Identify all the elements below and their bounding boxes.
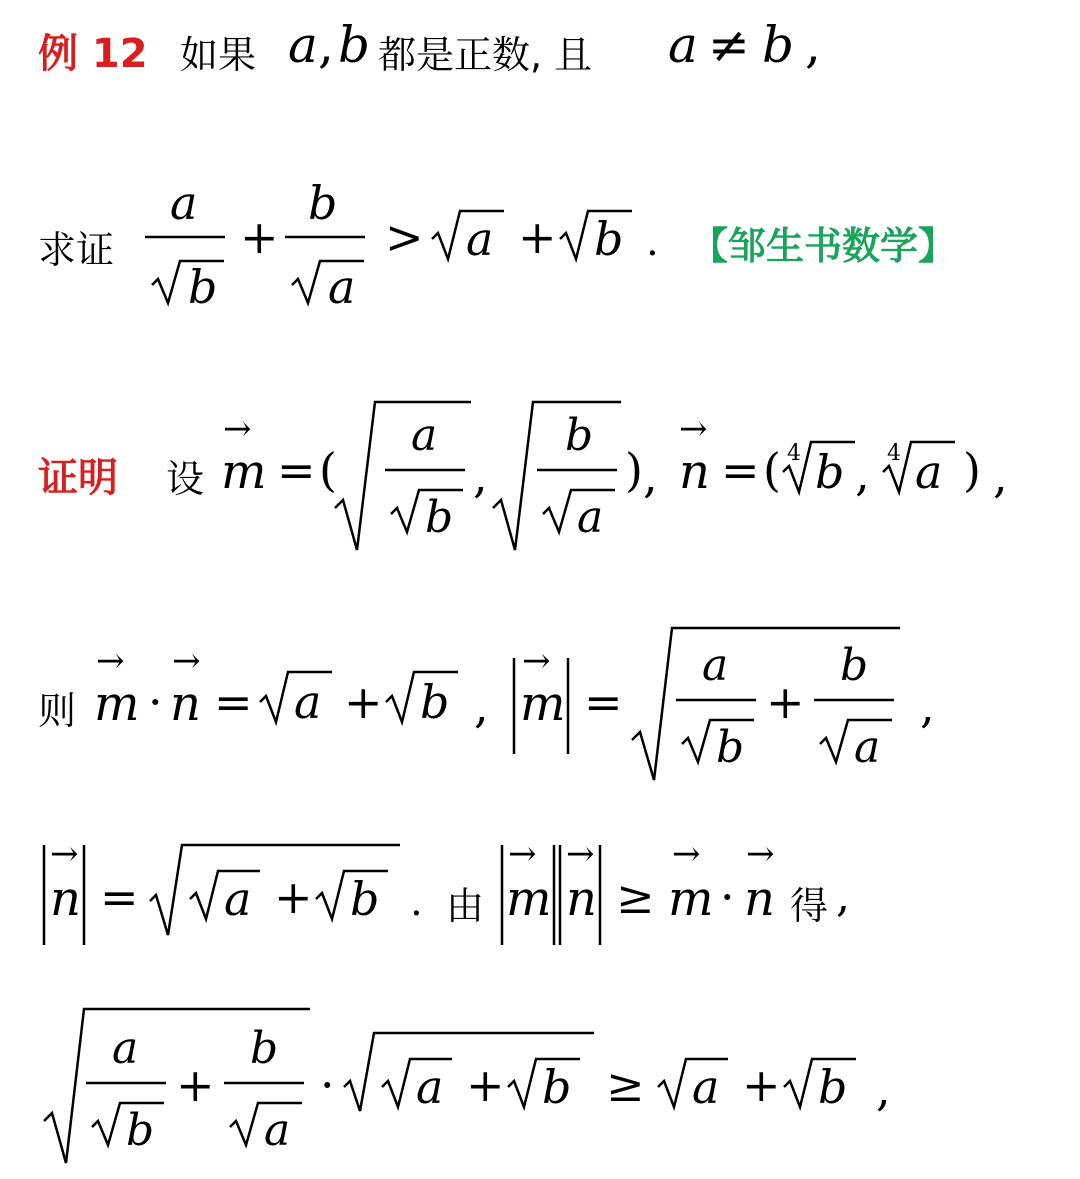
vec-n: n	[50, 871, 81, 927]
plus: +	[274, 870, 313, 924]
proof-set-line	[0, 390, 1080, 560]
brand-label: 【邹生书数学】	[690, 224, 957, 268]
eq: =	[584, 675, 623, 729]
num-b: b	[250, 1023, 279, 1074]
vec-n: n	[566, 871, 597, 927]
rad-a: a	[915, 445, 943, 499]
num-b: b	[565, 410, 594, 461]
arrow: →	[746, 834, 775, 874]
get-word: 得	[790, 884, 829, 928]
comma: ,	[876, 1062, 891, 1116]
var-b: b	[762, 16, 795, 74]
rad-b: b	[818, 1060, 848, 1114]
gt-sign: >	[385, 210, 424, 264]
proof-result-line	[0, 1005, 1080, 1175]
then-word: 则	[38, 689, 77, 733]
rad-b: b	[350, 872, 380, 926]
rad-a: a	[416, 1060, 444, 1114]
comma: ,	[920, 679, 935, 733]
vec-m: m	[668, 871, 714, 927]
den-a: a	[577, 492, 604, 543]
vec-n: n	[170, 676, 201, 732]
rad-a: a	[294, 675, 322, 729]
geq-sign: ≥	[606, 1058, 645, 1112]
comma: ,	[643, 449, 658, 503]
rad-a: a	[692, 1060, 720, 1114]
num-b: b	[840, 640, 869, 691]
var-b: b	[338, 16, 371, 74]
den-b: b	[188, 260, 218, 314]
proof-label: 证明	[38, 455, 118, 501]
dot: ·	[148, 675, 163, 729]
proof-norm-line	[0, 835, 1080, 955]
index-four: 4	[787, 441, 801, 466]
vec-n: n	[679, 444, 710, 500]
den-b: b	[716, 722, 745, 773]
plus: +	[176, 1058, 215, 1112]
rad-a: a	[466, 212, 494, 266]
comma: ,	[474, 679, 489, 733]
example-text-b: 都是正数, 且	[378, 33, 593, 77]
arrow: →	[50, 834, 79, 874]
comma: ,	[993, 449, 1008, 503]
proof-dot-line	[0, 622, 1080, 792]
eq: =	[721, 443, 760, 497]
lparen: (	[319, 443, 337, 497]
comma: ,	[318, 16, 334, 74]
plus: +	[466, 1058, 505, 1112]
arrow: →	[96, 641, 125, 681]
lparen: (	[763, 443, 781, 497]
vec-n: n	[744, 871, 775, 927]
example-line	[0, 18, 1080, 88]
example-end: ,	[805, 16, 821, 74]
den-b: b	[126, 1105, 155, 1156]
set-word: 设	[166, 457, 205, 501]
eq: =	[214, 675, 253, 729]
proof-dot-formula	[88, 622, 1080, 792]
comma: ,	[473, 449, 488, 503]
claim-prefix: 求证	[38, 228, 115, 272]
period: .	[410, 879, 423, 925]
num-a: a	[411, 410, 438, 461]
dot: ·	[320, 1058, 335, 1112]
plus: +	[240, 210, 279, 264]
num-a: a	[702, 640, 729, 691]
eq: =	[277, 443, 316, 497]
rad-b: b	[542, 1060, 572, 1114]
claim-line	[0, 175, 1080, 325]
arrow: →	[672, 834, 701, 874]
var-a: a	[288, 16, 318, 74]
rad-b: b	[815, 445, 845, 499]
geq-sign: ≥	[616, 870, 655, 924]
proof-set-formula	[215, 390, 1075, 560]
arrow: →	[679, 409, 708, 449]
rparen: )	[963, 443, 981, 497]
proof-result-formula	[38, 1005, 1038, 1175]
rad-b: b	[594, 212, 624, 266]
rparen: )	[625, 443, 643, 497]
vec-m: m	[94, 676, 140, 732]
vec-m: m	[520, 676, 566, 732]
vec-m: m	[221, 444, 267, 500]
arrow: →	[508, 834, 537, 874]
num-a: a	[112, 1023, 139, 1074]
example-text-a: 如果	[180, 33, 257, 77]
den-a: a	[854, 722, 881, 773]
plus: +	[518, 210, 557, 264]
plus: +	[766, 675, 805, 729]
arrow: →	[522, 641, 551, 681]
plus: +	[742, 1058, 781, 1112]
den-a: a	[264, 1105, 291, 1156]
arrow: →	[566, 834, 595, 874]
den-a: a	[328, 260, 356, 314]
comma: ,	[836, 871, 850, 922]
arrow: →	[172, 641, 201, 681]
index-four: 4	[887, 441, 901, 466]
comma: ,	[855, 447, 870, 501]
rad-b: b	[420, 675, 450, 729]
arrow: →	[223, 409, 252, 449]
neq-sign: ≠	[708, 16, 750, 74]
vec-m: m	[506, 871, 552, 927]
plus: +	[344, 675, 383, 729]
den-b: b	[425, 492, 454, 543]
by-word: 由	[446, 884, 485, 928]
var-a: a	[668, 16, 698, 74]
rad-a: a	[224, 872, 252, 926]
dot: ·	[720, 870, 735, 924]
num-a: a	[170, 176, 198, 230]
example-label: 例 12	[38, 31, 148, 77]
eq: =	[100, 870, 139, 924]
num-b: b	[308, 176, 338, 230]
period: .	[646, 219, 659, 265]
